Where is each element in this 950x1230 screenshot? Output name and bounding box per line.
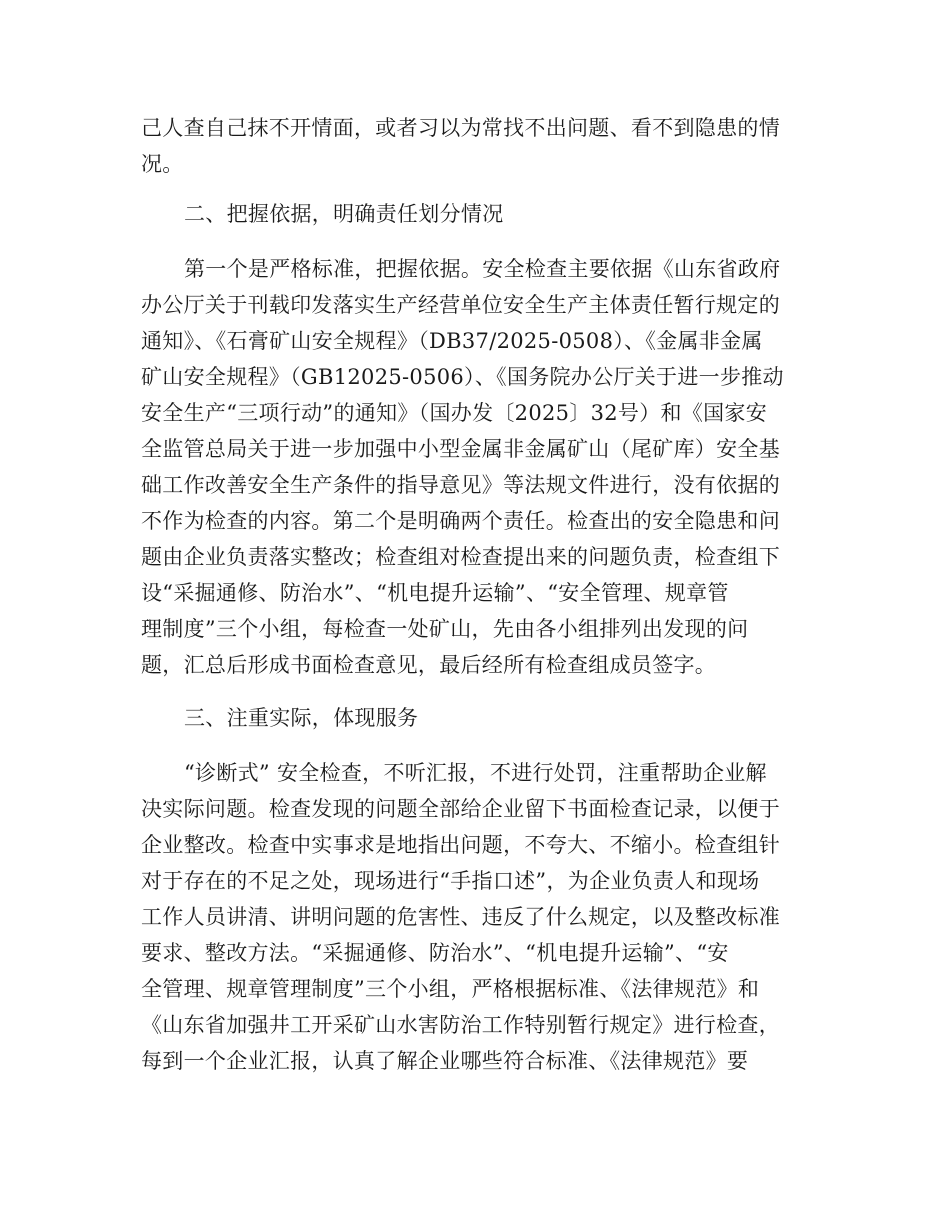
paragraph-line: 企业整改。检查中实事求是地指出问题，不夸大、不缩小。检查组针 (141, 833, 780, 857)
paragraph-line: 况。 (141, 152, 184, 176)
paragraph-line: 对于存在的不足之处，现场进行“手指口述”，为企业负责人和现场 (141, 869, 760, 893)
paragraph-line: 每到一个企业汇报，认真了解企业哪些符合标准、《法律规范》要 (141, 1049, 749, 1073)
paragraph-line: 题由企业负责落实整改；检查组对检查提出来的问题负责，检查组下 (141, 545, 780, 569)
paragraph-line: 《山东省加强井工开采矿山水害防治工作特别暂行规定》进行检查， (141, 1013, 780, 1037)
paragraph-line: 己人查自己抹不开情面，或者习以为常找不出问题、看不到隐患的情 (141, 116, 780, 140)
paragraph-line: 矿山安全规程》（GB12025-0506）、《国务院办公厅关于进一步推动 (141, 365, 784, 389)
paragraph-line: 理制度”三个小组，每检查一处矿山，先由各小组排列出发现的问 (141, 617, 749, 641)
paragraph-line: 题，汇总后形成书面检查意见，最后经所有检查组成员签字。 (141, 653, 717, 677)
paragraph-line: 全管理、规章管理制度”三个小组，严格根据标准、《法律规范》和 (141, 977, 760, 1001)
paragraph-line: 工作人员讲清、讲明问题的危害性、违反了什么规定，以及整改标准 (141, 905, 780, 929)
paragraph-line: 通知》、《石膏矿山安全规程》（DB37/2025-0508）、《金属非金属 (141, 329, 763, 353)
paragraph-line: 要求、整改方法。“采掘通修、防治水”、“机电提升运输”、“安 (141, 941, 729, 965)
paragraph-line: 决实际问题。检查发现的问题全部给企业留下书面检查记录，以便于 (141, 797, 780, 821)
paragraph-line: 办公厅关于刊载印发落实生产经营单位安全生产主体责任暂行规定的 (141, 293, 780, 317)
paragraph-line: 设“采掘通修、防治水”、“机电提升运输”、“安全管理、规章管 (141, 581, 729, 605)
paragraph-line: 第一个是严格标准，把握依据。安全检查主要依据《山东省政府 (184, 257, 781, 281)
section-heading: 三、注重实际，体现服务 (184, 706, 419, 730)
paragraph-line: “诊断式” 安全检查，不听汇报，不进行处罚，注重帮助企业解 (184, 761, 767, 785)
paragraph-line: 安全生产“三项行动”的通知》（国办发〔2025〕32号）和《国家安 (141, 401, 768, 425)
paragraph-line: 全监管总局关于进一步加强中小型金属非金属矿山（尾矿库）安全基 (141, 437, 780, 461)
paragraph-line: 础工作改善安全生产条件的指导意见》等法规文件进行，没有依据的 (141, 473, 780, 497)
section-heading: 二、把握依据，明确责任划分情况 (184, 202, 504, 226)
paragraph-line: 不作为检查的内容。第二个是明确两个责任。检查出的安全隐患和问 (141, 509, 780, 533)
